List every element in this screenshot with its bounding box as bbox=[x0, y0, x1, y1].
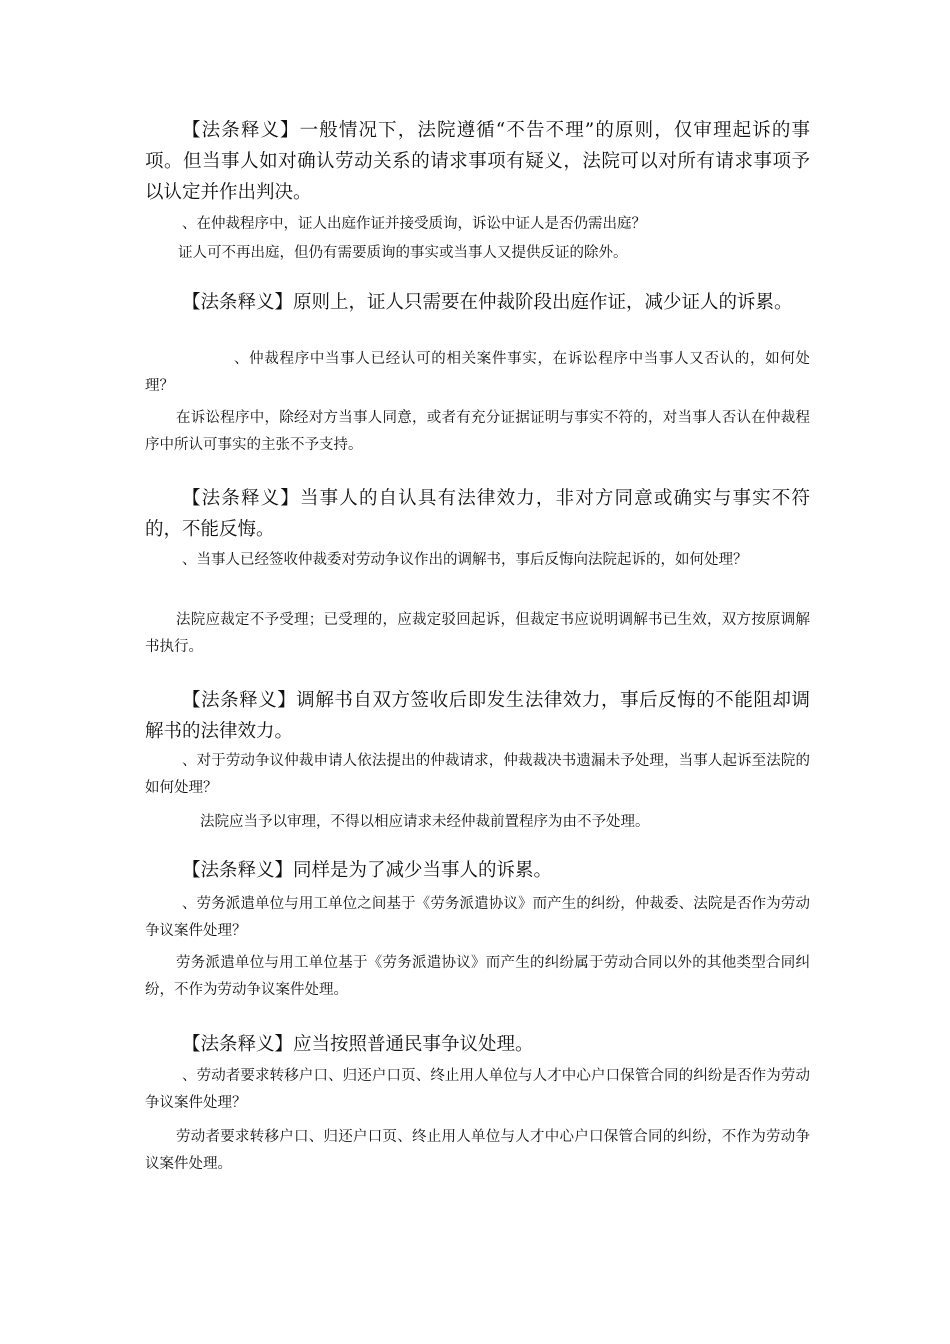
explanation-paragraph: 【法条释义】当事人的自认具有法律效力，非对方同意或确实与事实不符的，不能反悔。 bbox=[145, 488, 810, 540]
explanation-paragraph: 【法条释义】同样是为了减少当事人的诉累。 bbox=[182, 860, 553, 881]
answer-paragraph: 证人可不再出庭，但仍有需要质询的事实或当事人又提供反证的除外。 bbox=[178, 245, 628, 261]
explanation-paragraph: 【法条释义】原则上，证人只需要在仲裁阶段出庭作证，减少证人的诉累。 bbox=[182, 292, 793, 313]
answer-paragraph: 法院应裁定不予受理；已受理的，应裁定驳回起诉，但裁定书应说明调解书已生效，双方按原调解书执行。 bbox=[145, 612, 810, 655]
answer-paragraph: 劳动者要求转移户口、归还户口页、终止用人单位与人才中心户口保管合同的纠纷，不作为劳动争议案件处理。 bbox=[145, 1129, 810, 1172]
question-paragraph: 、仲裁程序中当事人已经认可的相关案件事实，在诉讼程序中当事人又否认的，如何处理？ bbox=[145, 351, 810, 394]
answer-paragraph: 在诉讼程序中，除经对方当事人同意，或者有充分证据证明与事实不符的，对当事人否认在仲裁程序中所认可事实的主张不予支持。 bbox=[145, 410, 810, 453]
question-paragraph: 、劳动者要求转移户口、归还户口页、终止用人单位与人才中心户口保管合同的纠纷是否作为劳动争议案件处理？ bbox=[145, 1068, 810, 1111]
answer-paragraph: 法院应当予以审理，不得以相应请求未经仲裁前置程序为由不予处理。 bbox=[200, 814, 650, 830]
question-paragraph: 、当事人已经签收仲裁委对劳动争议作出的调解书，事后反悔向法院起诉的，如何处理？ bbox=[182, 552, 748, 568]
explanation-paragraph: 【法条释义】调解书自双方签收后即发生法律效力，事后反悔的不能阻却调解书的法律效力。 bbox=[145, 690, 810, 742]
question-paragraph: 、对于劳动争议仲裁申请人依法提出的仲裁请求，仲裁裁决书遗漏未予处理，当事人起诉至法院的如何处理？ bbox=[145, 753, 810, 796]
explanation-paragraph: 【法条释义】应当按照普通民事争议处理。 bbox=[182, 1034, 534, 1055]
answer-paragraph: 劳务派遣单位与用工单位基于《劳务派遣协议》而产生的纠纷属于劳动合同以外的其他类型合同纠纷，不作为劳动争议案件处理。 bbox=[145, 955, 810, 998]
question-paragraph: 、在仲裁程序中，证人出庭作证并接受质询，诉讼中证人是否仍需出庭？ bbox=[182, 216, 646, 232]
explanation-paragraph: 【法条释义】一般情况下，法院遵循“不告不理”的原则，仅审理起诉的事项。但当事人如对确认劳动关系的请求事项有疑义，法院可以对所有请求事项予以认定并作出判决。 bbox=[145, 120, 810, 203]
question-paragraph: 、劳务派遣单位与用工单位之间基于《劳务派遣协议》而产生的纠纷，仲裁委、法院是否作为劳动争议案件处理？ bbox=[145, 896, 810, 939]
